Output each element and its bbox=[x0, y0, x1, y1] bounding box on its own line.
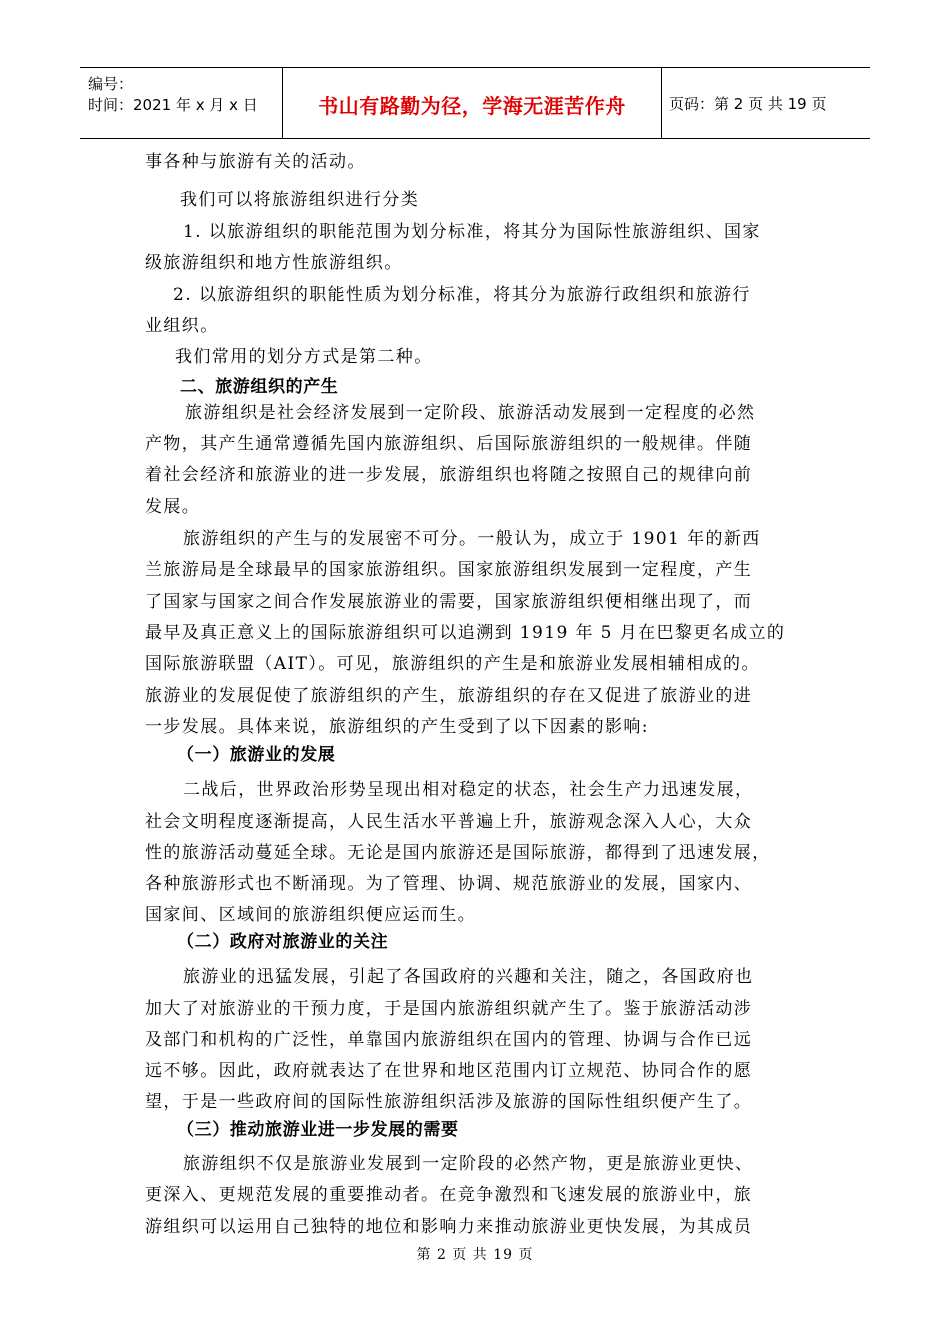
body-line: 旅游组织的产生与的发展密不可分。一般认为，成立于 1901 年的新西 bbox=[183, 529, 761, 549]
body-line: 旅游业的迅猛发展，引起了各国政府的兴趣和关注，随之，各国政府也 bbox=[183, 967, 754, 987]
body-line: 级旅游组织和地方性旅游组织。 bbox=[145, 253, 403, 273]
header-meta-cell bbox=[80, 68, 283, 138]
body-line: 各种旅游形式也不断涌现。为了管理、协调、规范旅游业的发展，国家内、 bbox=[145, 874, 753, 894]
body-line: 旅游组织是社会经济发展到一定阶段、旅游活动发展到一定程度的必然 bbox=[185, 403, 756, 423]
body-line: 国家间、区域间的旅游组织便应运而生。 bbox=[145, 905, 477, 925]
page-header bbox=[80, 67, 870, 139]
header-motto: 书山有路勤为径，学海无涯苦作舟 bbox=[318, 93, 626, 118]
body-line: 国际旅游联盟（AIT）。可见，旅游组织的产生是和旅游业发展相辅相成的。 bbox=[145, 654, 760, 674]
section-heading: 二、旅游组织的产生 bbox=[180, 377, 339, 397]
body-line: 更深入、更规范发展的重要推动者。在竞争激烈和飞速发展的旅游业中，旅 bbox=[145, 1185, 753, 1205]
body-line: 我们可以将旅游组织进行分类 bbox=[180, 190, 420, 210]
subsection-heading: （三）推动旅游业进一步发展的需要 bbox=[177, 1120, 459, 1140]
body-line: 着社会经济和旅游业的进一步发展，旅游组织也将随之按照自己的规律向前 bbox=[145, 465, 753, 485]
body-line: 业组织。 bbox=[145, 316, 219, 336]
body-line: 二战后，世界政治形势呈现出相对稳定的状态，社会生产力迅速发展， bbox=[183, 780, 754, 800]
body-line: 产物，其产生通常遵循先国内旅游组织、后国际旅游组织的一般规律。伴随 bbox=[145, 434, 753, 454]
body-line: 事各种与旅游有关的活动。 bbox=[145, 152, 366, 172]
body-line: 2. 以旅游组织的职能性质为划分标准，将其分为旅游行政组织和旅游行 bbox=[173, 285, 751, 305]
body-line: 加大了对旅游业的干预力度，于是国内旅游组织就产生了。鉴于旅游活动涉 bbox=[145, 999, 753, 1019]
body-line: 一步发展。具体来说，旅游组织的产生受到了以下因素的影响: bbox=[145, 717, 649, 737]
header-page-cell bbox=[662, 68, 870, 138]
body-line: 兰旅游局是全球最早的国家旅游组织。国家旅游组织发展到一定程度，产生 bbox=[145, 560, 753, 580]
body-line: 及部门和机构的广泛性，单靠国内旅游组织在国内的管理、协调与合作已远 bbox=[145, 1030, 753, 1050]
body-line: 最早及真正意义上的国际旅游组织可以追溯到 1919 年 5 月在巴黎更名成立的 bbox=[145, 623, 786, 643]
body-line: 1. 以旅游组织的职能范围为划分标准，将其分为国际性旅游组织、国家 bbox=[183, 222, 761, 242]
body-line: 望，于是一些政府间的国际性旅游组织活涉及旅游的国际性组织便产生了。 bbox=[145, 1092, 753, 1112]
subsection-heading: （二）政府对旅游业的关注 bbox=[177, 932, 389, 952]
document-number-label: 编号： bbox=[88, 75, 134, 93]
body-line: 旅游业的发展促使了旅游组织的产生，旅游组织的存在又促进了旅游业的进 bbox=[145, 686, 753, 706]
subsection-heading: （一）旅游业的发展 bbox=[177, 745, 336, 765]
body-line: 了国家与国家之间合作发展旅游业的需要，国家旅游组织便相继出现了，而 bbox=[145, 592, 753, 612]
page-footer: 第 2 页 共 19 页 bbox=[416, 1247, 534, 1263]
header-motto-cell bbox=[283, 68, 662, 138]
header-page-info: 页码：第 2 页 共 19 页 bbox=[669, 94, 827, 113]
body-line: 发展。 bbox=[145, 497, 201, 517]
body-line: 我们常用的划分方式是第二种。 bbox=[175, 347, 433, 367]
body-line: 远不够。因此，政府就表达了在世界和地区范围内订立规范、协同合作的愿 bbox=[145, 1061, 753, 1081]
document-date: 时间：2021 年 x 月 x 日 bbox=[88, 96, 258, 114]
body-line: 旅游组织不仅是旅游业发展到一定阶段的必然产物，更是旅游业更快、 bbox=[183, 1154, 754, 1174]
body-line: 游组织可以运用自己独特的地位和影响力来推动旅游业更快发展，为其成员 bbox=[145, 1217, 753, 1237]
body-line: 性的旅游活动蔓延全球。无论是国内旅游还是国际旅游，都得到了迅速发展， bbox=[145, 843, 771, 863]
body-line: 社会文明程度逐渐提高，人民生活水平普遍上升，旅游观念深入人心，大众 bbox=[145, 812, 753, 832]
